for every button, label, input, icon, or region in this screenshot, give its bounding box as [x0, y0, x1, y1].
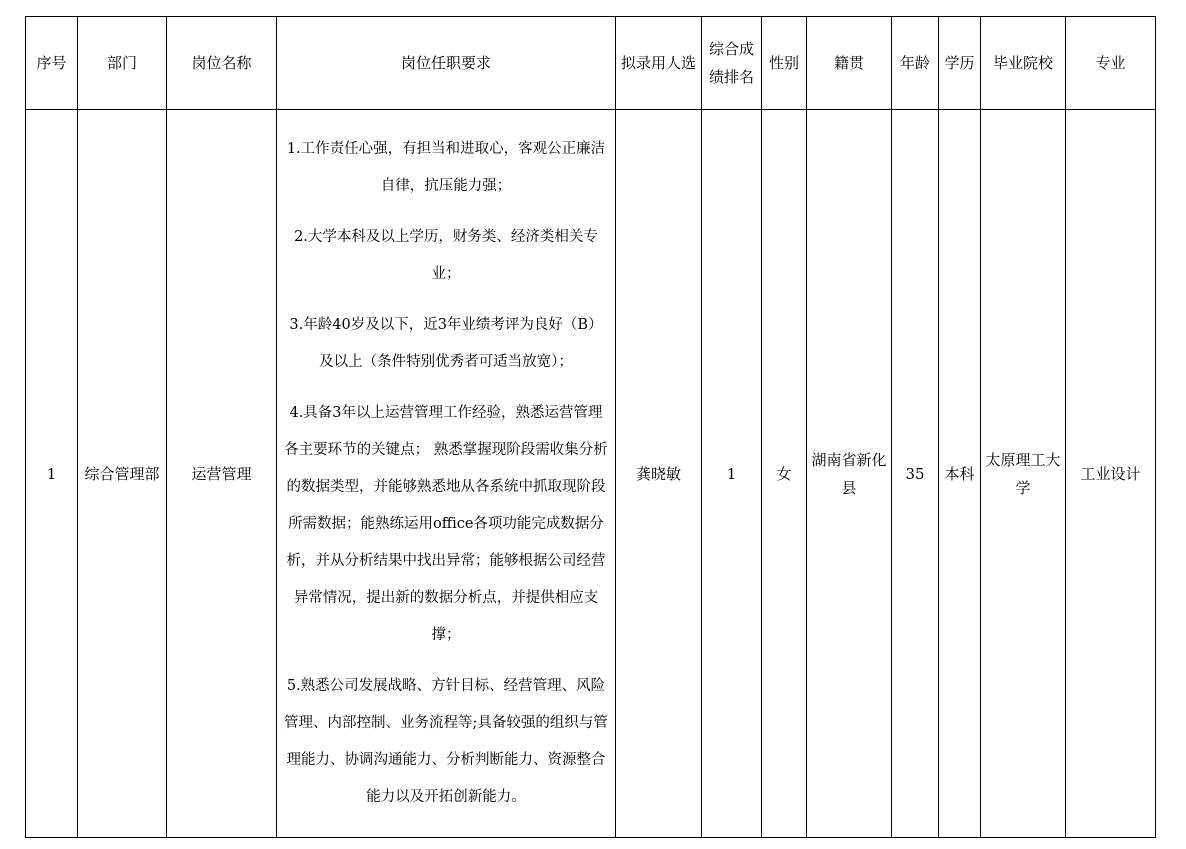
cell-position: 运营管理	[167, 110, 277, 838]
header-age: 年龄	[892, 17, 939, 110]
cell-education: 本科	[939, 110, 981, 838]
header-education: 学历	[939, 17, 981, 110]
cell-age: 35	[892, 110, 939, 838]
header-requirements: 岗位任职要求	[277, 17, 616, 110]
cell-gender: 女	[762, 110, 807, 838]
header-school: 毕业院校	[981, 17, 1066, 110]
table-header-row	[26, 17, 1156, 110]
header-index: 序号	[26, 17, 78, 110]
requirement-item-3: 3.年龄40岁及以下，近3年业绩考评为良好（B）及以上（条件特别优秀者可适当放宽）；	[289, 317, 603, 370]
cell-candidate: 龚晓敏	[616, 110, 702, 838]
requirement-item-4: 4.具备3年以上运营管理工作经验，熟悉运营管理各主要环节的关键点； 熟悉掌握现阶段需收集分析的数据类型，并能够熟悉地从各系统中抓取现阶段所需数据；能熟练运用office各项功能完成数据分析，并从分析结果中找出异常；能够根据公司经营异常情况，提出新的数据分析点，并提供相应支撑；	[284, 405, 608, 643]
requirement-item-1: 1.工作责任心强，有担当和进取心，客观公正廉洁自律，抗压能力强；	[286, 141, 606, 194]
header-candidate: 拟录用人选	[616, 17, 702, 110]
cell-requirements	[277, 110, 616, 838]
header-department: 部门	[78, 17, 167, 110]
requirement-item-5: 5.熟悉公司发展战略、方针目标、经营管理、风险管理、内部控制、业务流程等;具备较强的组织与管理能力、协调沟通能力、分析判断能力、资源整合能力以及开拓创新能力。	[284, 678, 608, 805]
cell-rank: 1	[702, 110, 762, 838]
table-row	[26, 110, 1156, 838]
recruitment-table	[25, 16, 1156, 838]
cell-index: 1	[26, 110, 78, 838]
cell-hometown: 湖南省新化县	[807, 110, 892, 838]
cell-major: 工业设计	[1066, 110, 1156, 838]
cell-school: 太原理工大学	[981, 110, 1066, 838]
header-major: 专业	[1066, 17, 1156, 110]
header-rank: 综合成绩排名	[702, 17, 762, 110]
header-hometown: 籍贯	[807, 17, 892, 110]
requirement-item-2: 2.大学本科及以上学历，财务类、经济类相关专业；	[294, 229, 598, 282]
header-gender: 性别	[762, 17, 807, 110]
requirements-list	[283, 131, 609, 816]
header-position: 岗位名称	[167, 17, 277, 110]
cell-department: 综合管理部	[78, 110, 167, 838]
